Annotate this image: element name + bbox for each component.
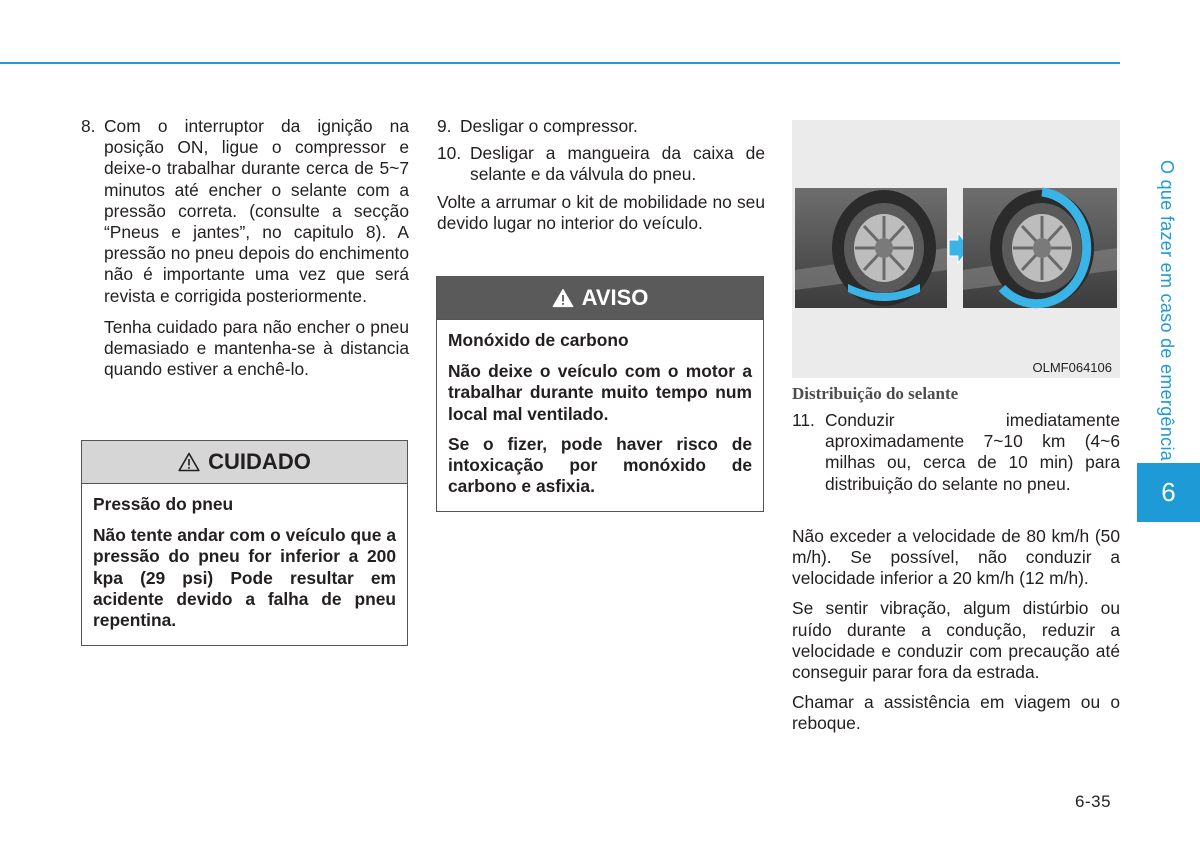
caution-title: CUIDADO — [208, 449, 311, 474]
warning-title: AVISO — [581, 285, 649, 310]
return-kit-paragraph: Volte a arrumar o kit de mobilidade no seu devido lugar no interior do veículo. — [437, 191, 765, 233]
sealant-distribution-figure — [792, 120, 1120, 378]
warning-header — [437, 277, 763, 320]
chapter-number: 6 — [1161, 477, 1176, 507]
step-11-number: 11. — [792, 410, 815, 430]
step-8-note: Tenha cuidado para não encher o pneu demasiado e mantenha-se à distancia quando estiver a enchê-lo. — [104, 316, 409, 380]
caution-box — [81, 440, 408, 646]
caution-text: Não tente andar com o veículo que a pressão do pneu for inferior a 200 kpa (29 psi) Pode resultar em acidente devido a falha de pneu repentina. — [93, 525, 396, 631]
step-9-number: 9. — [437, 116, 452, 136]
figure-code: OLMF064106 — [1032, 360, 1112, 375]
step-9-text: Desligar o compressor. — [460, 116, 638, 136]
step-9 — [437, 116, 765, 137]
chapter-number-box — [1137, 463, 1200, 522]
page-number: 6-35 — [1075, 792, 1112, 811]
warning-box — [436, 276, 764, 512]
warning-triangle-outline-icon — [178, 452, 200, 472]
figure-caption: Distribuição do selante — [792, 384, 959, 403]
column-2 — [437, 116, 765, 243]
warning-subtitle: Monóxido de carbono — [448, 330, 629, 350]
step-11 — [792, 410, 1120, 495]
caution-header — [82, 441, 407, 484]
speed-paragraph: Não exceder a velocidade de 80 km/h (50 m/h). Se possível, não conduzir a velocidade inferior a 20 km/h (12 m/h). — [792, 525, 1120, 589]
tire-illustration — [792, 120, 1120, 378]
top-rule — [0, 62, 1120, 64]
step-10-number: 10. — [437, 143, 462, 164]
assistance-paragraph: Chamar a assistência em viagem ou o reboque. — [792, 692, 1120, 734]
column-1 — [81, 116, 409, 380]
caution-body — [82, 484, 407, 645]
warning-triangle-filled-icon — [552, 288, 574, 308]
step-11-text: Conduzir imediatamente aproximadamente 7~10 km (4~6 milhas ou, cerca de 10 min) para distribuição do selante no pneu. — [825, 410, 1120, 494]
step-8-number: 8. — [81, 116, 96, 136]
warning-text-1: Não deixe o veículo com o motor a trabalhar durante muito tempo num local mal ventilado. — [448, 361, 752, 424]
warning-body — [437, 320, 763, 511]
chapter-title: O que fazer em caso de emergência — [1157, 160, 1177, 462]
step-8 — [81, 116, 409, 307]
step-10-text: Desligar a mangueira da caixa de selante e da válvula do pneu. — [470, 143, 765, 185]
warning-text-2: Se o fizer, pode haver risco de intoxicação por monóxido de carbono e asfixia. — [448, 433, 752, 497]
vibration-paragraph: Se sentir vibração, algum distúrbio ou ruído durante a condução, reduzir a velocidade e conduzir com precaução até conseguir parar fora da estrada. — [792, 598, 1120, 683]
chapter-side-tab — [1156, 160, 1186, 460]
caution-subtitle: Pressão do pneu — [93, 494, 234, 514]
column-3 — [792, 410, 1120, 744]
step-8-text: Com o interruptor da ignição na posição ON, ligue o compressor e deixe-o trabalhar durante cerca de 5~7 minutos até encher o selante com a pressão correta. (consulte a secção “Pneus e jantes”, no capitulo 8). A pressão no pneu depois do enchimento não é importante uma vez que será revista e corrigida posteriormente. — [104, 116, 409, 306]
step-10 — [437, 143, 765, 185]
